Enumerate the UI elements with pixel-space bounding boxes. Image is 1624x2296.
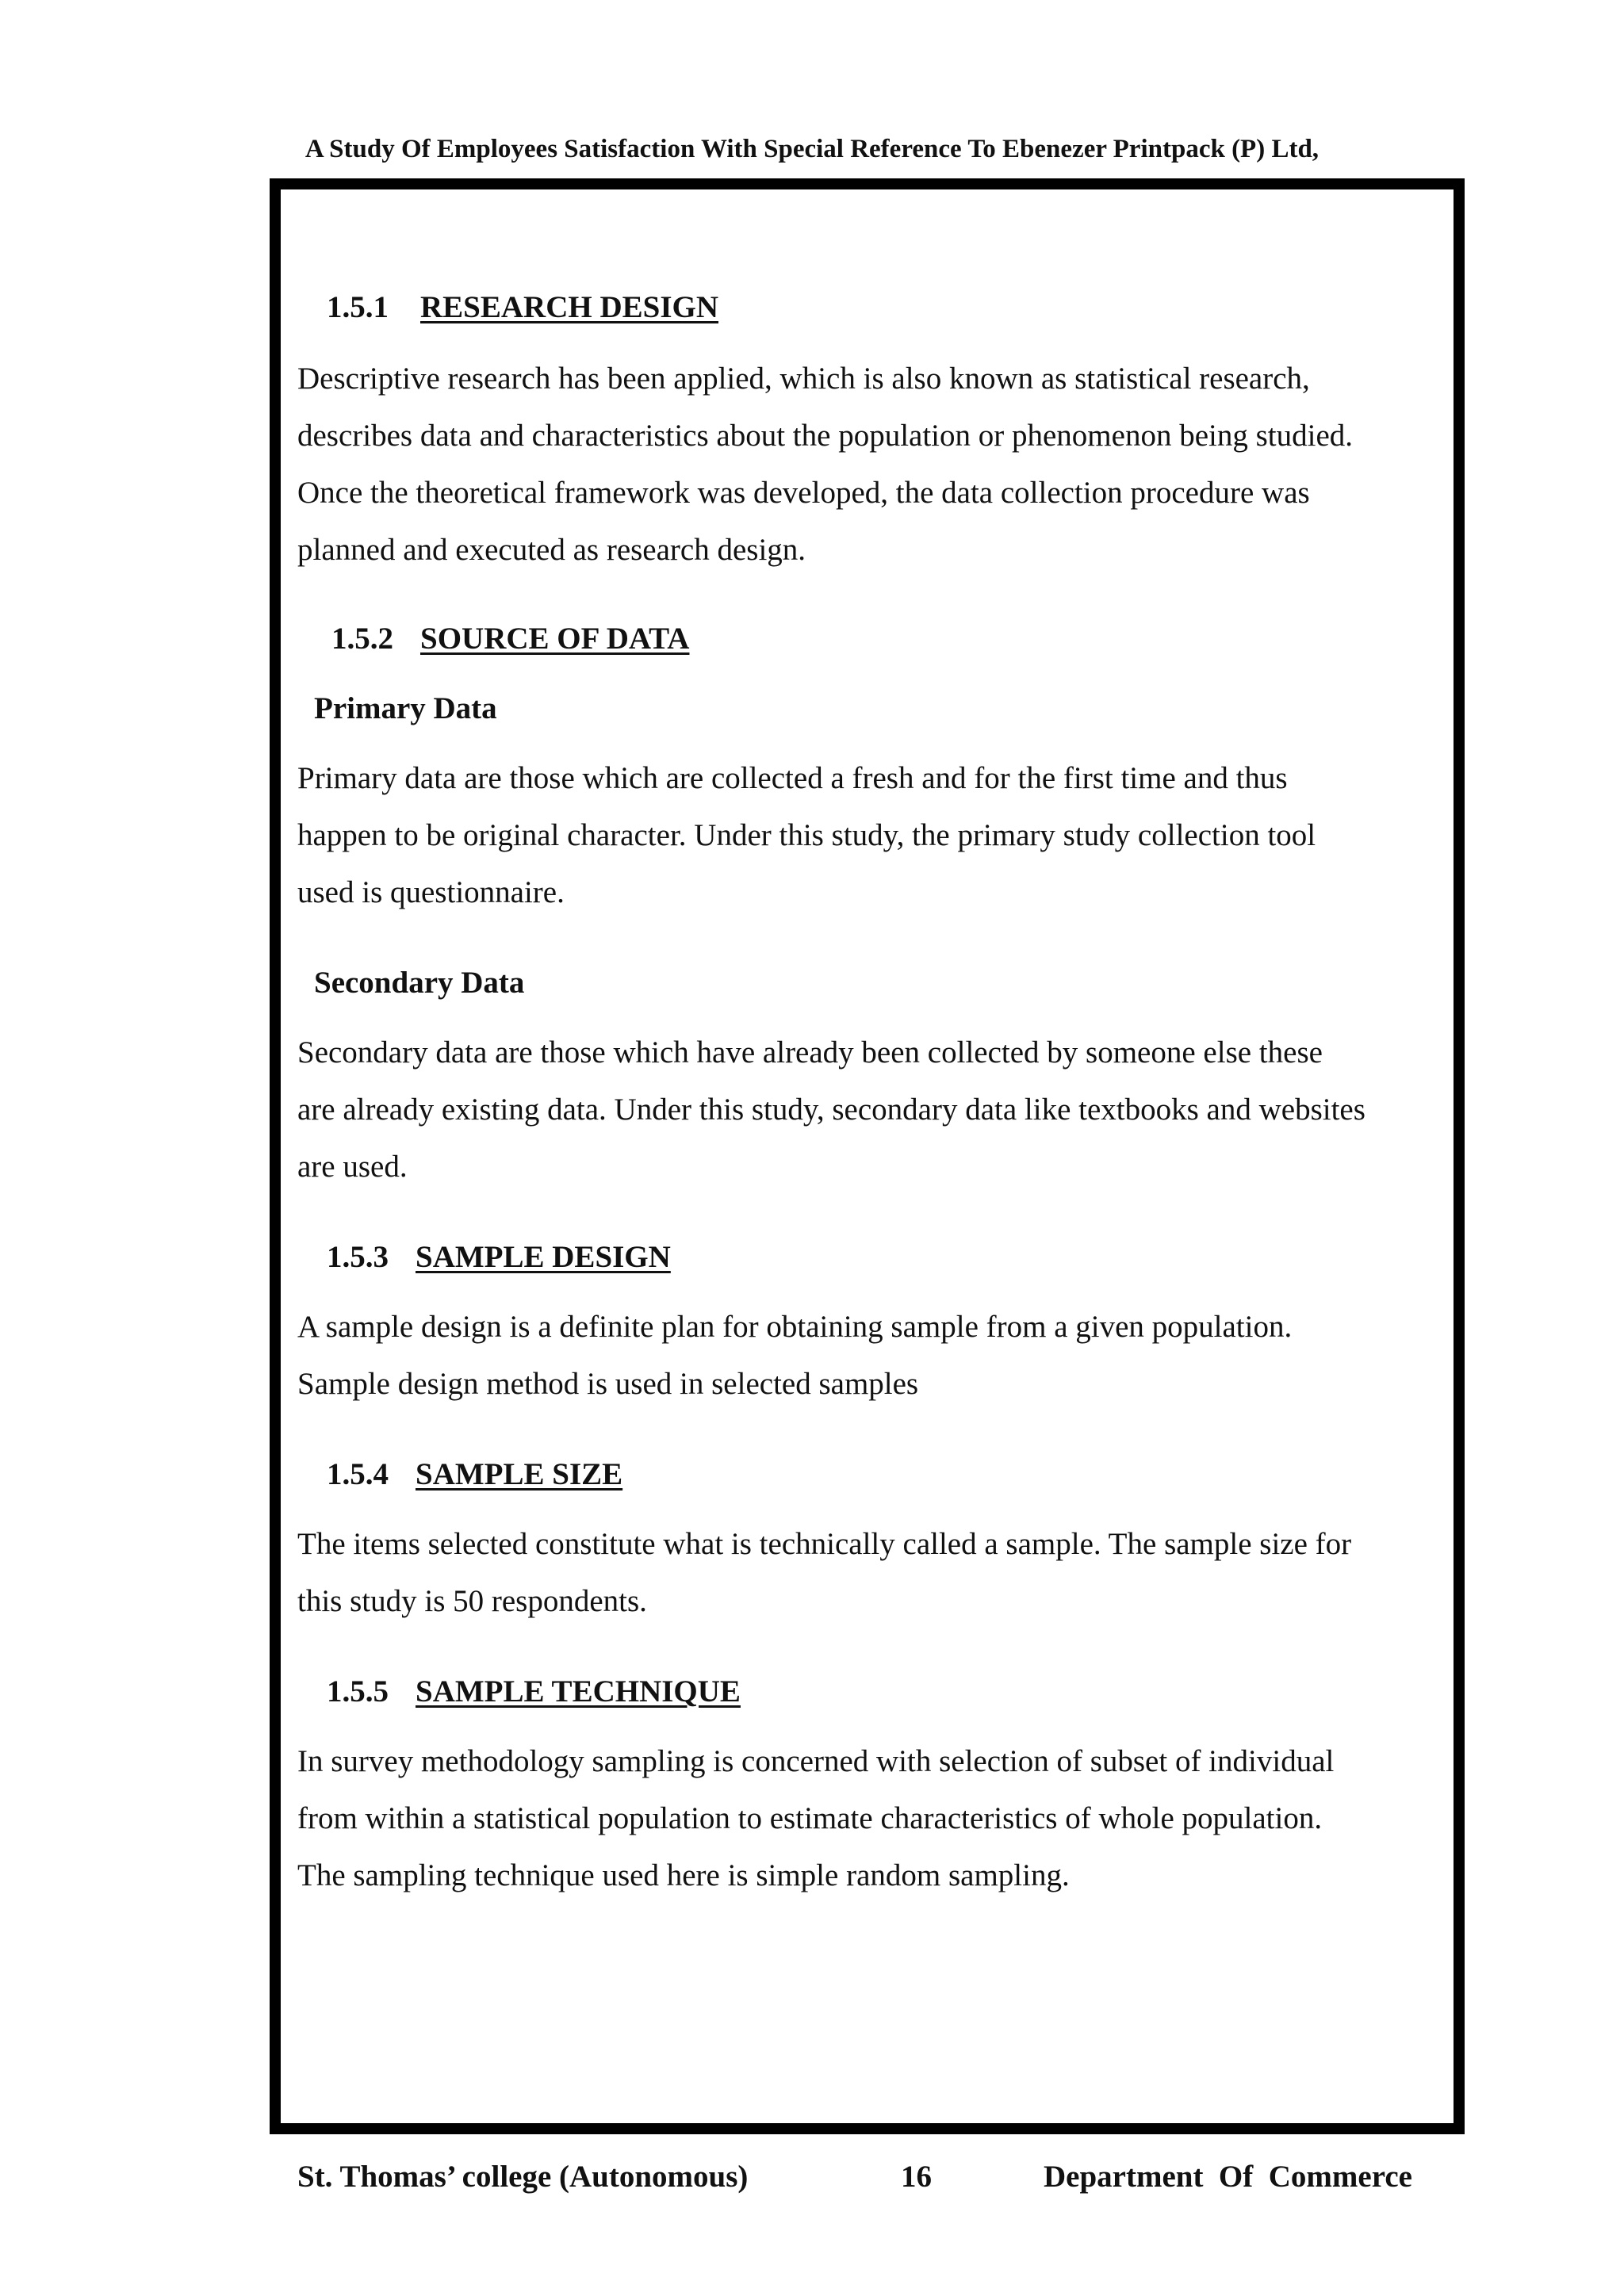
subheading-secondary-data: Secondary Data bbox=[314, 966, 525, 1000]
section-heading-sample-design bbox=[327, 1238, 671, 1276]
footer-page-number: 16 bbox=[901, 2160, 932, 2194]
section-number: 1.5.5 bbox=[327, 1674, 389, 1709]
section-number: 1.5.2 bbox=[331, 622, 393, 656]
paragraph-sample-technique bbox=[297, 1733, 1447, 1904]
text-line: The sampling technique used here is simple random sampling. bbox=[297, 1858, 1070, 1892]
section-number: 1.5.3 bbox=[327, 1240, 389, 1274]
paragraph-primary-data bbox=[297, 750, 1447, 921]
section-number: 1.5.4 bbox=[327, 1457, 389, 1491]
text-line: from within a statistical population to estimate characteristics of whole population. bbox=[297, 1801, 1323, 1835]
section-title: SAMPLE DESIGN bbox=[416, 1240, 671, 1274]
section-heading-research-design bbox=[327, 289, 718, 327]
text-line: The items selected constitute what is technically called a sample. The sample size for bbox=[297, 1527, 1352, 1561]
section-heading-sample-size bbox=[327, 1456, 622, 1494]
section-title: RESEARCH DESIGN bbox=[420, 290, 719, 324]
paragraph-research-design bbox=[297, 350, 1447, 579]
section-heading-source-of-data bbox=[331, 620, 689, 658]
paragraph-sample-size bbox=[297, 1516, 1447, 1630]
section-number: 1.5.1 bbox=[327, 290, 389, 324]
section-title: SOURCE OF DATA bbox=[420, 622, 690, 656]
text-line: Sample design method is used in selected samples bbox=[297, 1367, 919, 1401]
text-line: Descriptive research has been applied, which is also known as statistical research, bbox=[297, 362, 1310, 396]
running-header: A Study Of Employees Satisfaction With Special Reference To Ebenezer Printpack (P) Ltd, bbox=[304, 135, 1320, 163]
text-line: A sample design is a definite plan for obtaining sample from a given population. bbox=[297, 1310, 1293, 1344]
paragraph-sample-design bbox=[297, 1299, 1447, 1413]
text-line: this study is 50 respondents. bbox=[297, 1584, 647, 1618]
footer-college: St. Thomas’ college (Autonomous) bbox=[297, 2160, 749, 2194]
text-line: planned and executed as research design. bbox=[297, 533, 806, 567]
text-line: are used. bbox=[297, 1150, 408, 1184]
text-line: happen to be original character. Under this study, the primary study collection tool bbox=[297, 818, 1316, 852]
section-title: SAMPLE SIZE bbox=[416, 1457, 623, 1491]
subheading-primary-data: Primary Data bbox=[314, 691, 497, 725]
section-heading-sample-technique bbox=[327, 1673, 741, 1711]
text-line: Secondary data are those which have already been collected by someone else these bbox=[297, 1035, 1323, 1070]
text-line: describes data and characteristics about the population or phenomenon being studied. bbox=[297, 419, 1354, 453]
text-line: In survey methodology sampling is concerned with selection of subset of individual bbox=[297, 1744, 1335, 1778]
footer-department: Department Of Commerce bbox=[1044, 2160, 1412, 2194]
text-line: Primary data are those which are collected a fresh and for the first time and thus bbox=[297, 761, 1288, 795]
section-title: SAMPLE TECHNIQUE bbox=[416, 1674, 741, 1709]
text-line: Once the theoretical framework was developed, the data collection procedure was bbox=[297, 476, 1310, 510]
text-line: used is questionnaire. bbox=[297, 875, 565, 909]
text-line: are already existing data. Under this study, secondary data like textbooks and websites bbox=[297, 1093, 1365, 1127]
paragraph-secondary-data bbox=[297, 1024, 1447, 1196]
